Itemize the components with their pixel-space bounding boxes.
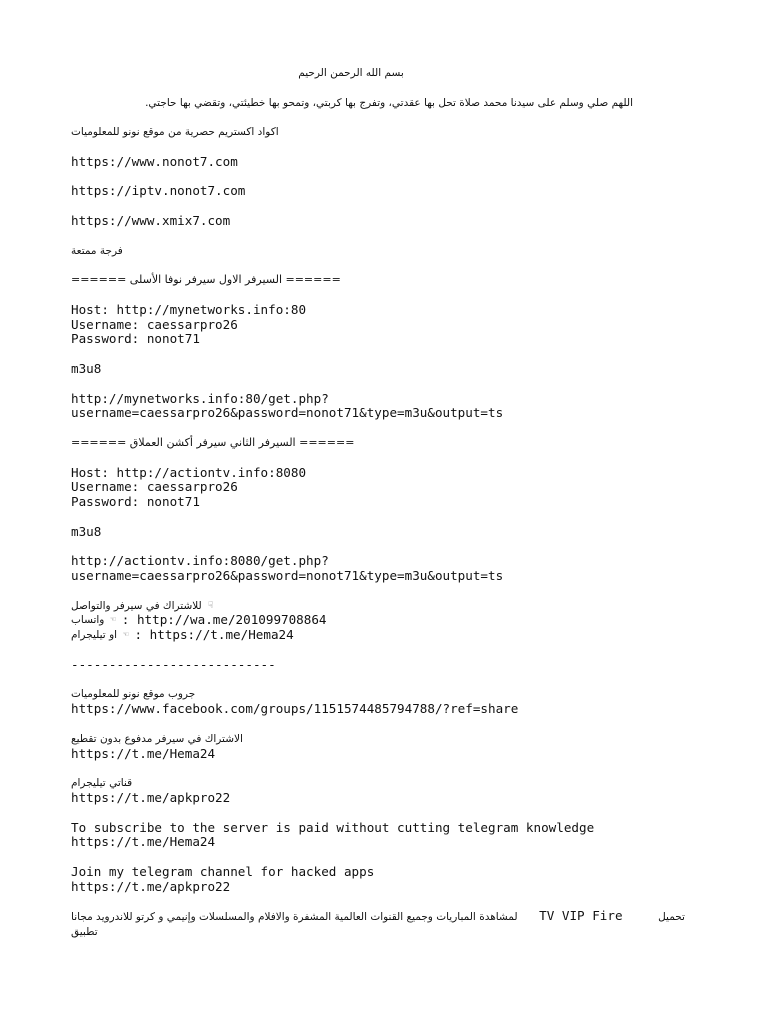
en-subscribe-text: To subscribe to the server is paid without cutting telegram knowledge [71,819,595,835]
subscribe-contact-line [71,599,691,614]
server2-username: Username: caessarpro26 [71,479,238,495]
app-word: تطبيق [71,926,98,939]
whatsapp-line [71,613,691,628]
server2-password: Password: nonot71 [71,494,200,510]
server1-host: Host: http://mynetworks.info:80 [71,301,307,317]
fb-group-label: جروب موقع نونو للمعلوميات [71,688,196,701]
codes-intro: اكواد اكستريم حصرية من موقع نونو للمعلوميات [71,126,279,139]
server2-m3u8-url-line2[interactable]: username=caessarpro26&password=nonot71&type=m3u&output=ts [71,568,504,584]
server2-m3u8-url-line1[interactable]: http://actiontv.info:8080/get.php? [71,553,329,569]
en-join-text: Join my telegram channel for hacked apps [71,864,375,880]
document-page [71,66,691,940]
site-link-xmix7[interactable]: https://www.xmix7.com [71,212,231,228]
en-subscribe-link[interactable]: https://t.me/Hema24 [71,834,216,850]
server1-m3u8-url-line2[interactable]: username=caessarpro26&password=nonot71&type=m3u&output=ts [71,405,504,421]
prayer-line: اللهم صلي وسلم على سيدنا محمد صلاة تحل بها عقدتي، وتفرج بها كربتي، وتمحو بها خطيئتي، وتقضي بها حاجتي. [145,96,633,109]
server2-host: Host: http://actiontv.info:8080 [71,464,307,480]
server1-header: ====== السيرفر الاول سيرفر نوفا الأسلى ====== [71,273,341,287]
channel-link[interactable]: https://t.me/apkpro22 [71,790,231,806]
whatsapp-link[interactable]: : http://wa.me/201099708864 [121,612,327,628]
server1-username: Username: caessarpro26 [71,316,238,332]
fb-group-link[interactable]: https://www.facebook.com/groups/1151574485794788/?ref=share [71,701,519,717]
whatsapp-label: واتساب [71,614,105,627]
divider-line: --------------------------- [71,656,276,672]
app-download-start: تحميل [658,911,685,924]
server2-m3u8-label: m3u8 [71,523,102,539]
paid-sub-link[interactable]: https://t.me/Hema24 [71,745,216,761]
server1-m3u8-label: m3u8 [71,360,102,376]
site-link-nonot7[interactable]: https://www.nonot7.com [71,153,238,169]
server2-header: ====== السيرفر الثاني سيرفر أكشن العملاق ====== [71,435,355,449]
app-download-line [71,909,685,925]
hand-point-icon: ☜ [110,615,116,626]
server1-password: Password: nonot71 [71,331,200,347]
enjoy-text: فرجة ممتعة [71,244,123,257]
telegram-label: او تيليجرام [71,629,118,642]
en-join-link[interactable]: https://t.me/apkpro22 [71,878,231,894]
server1-m3u8-url-line1[interactable]: http://mynetworks.info:80/get.php? [71,390,329,406]
pointing-hand-icon: ☟ [207,600,214,611]
app-name: TV VIP Fire [539,908,623,924]
subscribe-contact-text: للاشتراك في سيرفر والتواصل [71,599,202,612]
basmala: بسم الله الرحمن الرحيم [298,67,404,79]
site-link-iptv[interactable]: https://iptv.nonot7.com [71,183,246,199]
telegram-link[interactable]: : https://t.me/Hema24 [134,627,294,643]
channel-label: قناتي تيليجرام [71,777,133,790]
app-download-rest: لمشاهدة المباريات وجميع القنوات العالمية المشفرة والافلام والمسلسلات وإنيمي و كرتو للاندرويد مجانا [71,911,518,924]
hand-point-icon: ☜ [123,630,129,641]
paid-sub-label: الاشتراك في سيرفر مدفوع بدون تقطيع [71,732,243,745]
telegram-line [71,628,691,643]
